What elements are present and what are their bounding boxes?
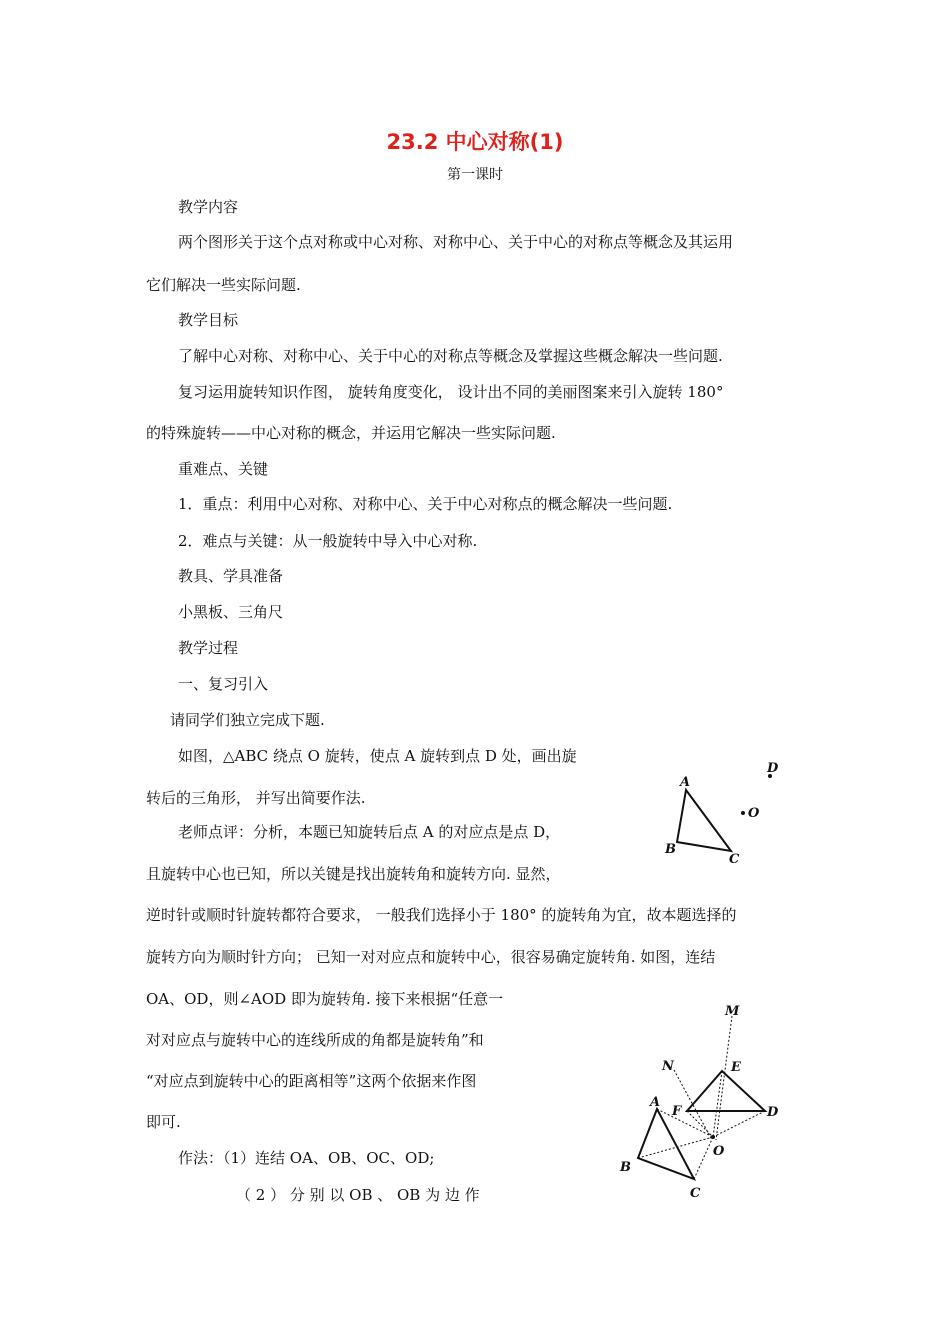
label-d: D: [767, 761, 779, 776]
paragraph-line: 小黑板、三角尺: [178, 603, 284, 621]
paragraph-line: 两个图形关于这个点对称或中心对称、对称中心、关于中心的对称点等概念及其运用: [178, 233, 734, 251]
page-subtitle: 第一课时: [447, 167, 503, 183]
paragraph-line: 旋转方向为顺时针方向； 已知一对对应点和旋转中心，很容易确定旋转角. 如图，连结: [146, 948, 716, 966]
label-c: C: [729, 852, 740, 867]
label-b: B: [665, 842, 676, 857]
paragraph-line: 逆时针或顺时针旋转都符合要求， 一般我们选择小于 180° 的旋转角为宜，故本题选择的: [146, 906, 737, 924]
label-c: C: [690, 1186, 701, 1201]
triangle-def: [687, 1071, 765, 1111]
paragraph-line: 老师点评：分析，本题已知旋转后点 A 的对应点是点 D，: [178, 823, 561, 841]
figure-rotation-construction: [610, 998, 790, 1203]
list-item: 2．难点与关键：从一般旋转中导入中心对称.: [178, 532, 478, 550]
label-o: O: [713, 1144, 725, 1159]
point-o: [741, 811, 745, 815]
paragraph-line: 且旋转中心也已知，所以关键是找出旋转角和旋转方向. 显然，: [146, 865, 561, 883]
paragraph-line: 即可.: [146, 1113, 181, 1131]
heading-content: 教学内容: [178, 198, 239, 216]
triangle-abc: [677, 790, 731, 851]
paragraph-line: 复习运用旋转知识作图， 旋转角度变化， 设计出不同的美丽图案来引入旋转 180°: [178, 383, 724, 401]
paragraph-line: 如图，△ABC 绕点 O 旋转，使点 A 旋转到点 D 处，画出旋: [178, 747, 577, 765]
label-a: A: [680, 775, 691, 790]
label-m: M: [725, 1004, 740, 1019]
paragraph-line: 请同学们独立完成下题.: [170, 711, 325, 729]
page-title: 23.2 中心对称(1): [386, 130, 564, 154]
segment-od: [713, 1111, 765, 1137]
figure-triangle-rotation: [655, 755, 795, 875]
list-item: 1．重点：利用中心对称、对称中心、关于中心对称点的概念解决一些问题.: [178, 495, 673, 513]
paragraph-line: 的特殊旋转——中心对称的概念，并运用它解决一些实际问题.: [146, 424, 556, 442]
label-a: A: [650, 1095, 661, 1110]
paragraph-line: （ 2 ） 分 别 以 OB 、 OB 为 边 作: [236, 1186, 480, 1204]
paragraph-line: 作法：（1）连结 OA、OB、OC、OD;: [178, 1149, 435, 1167]
point-o: [711, 1135, 715, 1139]
paragraph-line: 转后的三角形， 并写出简要作法.: [146, 789, 366, 807]
segment-ob: [638, 1137, 713, 1158]
label-f: F: [672, 1104, 682, 1119]
label-b: B: [620, 1160, 631, 1175]
heading-process: 教学过程: [178, 639, 239, 657]
label-d: D: [767, 1105, 779, 1120]
paragraph-line: OA、OD，则∠AOD 即为旋转角. 接下来根据“任意一: [146, 990, 504, 1008]
paragraph-line: 了解中心对称、对称中心、关于中心的对称点等概念及掌握这些概念解决一些问题.: [178, 347, 723, 365]
heading-goals: 教学目标: [178, 311, 239, 329]
paragraph-line: 对对应点与旋转中心的连线所成的角都是旋转角”和: [146, 1031, 484, 1049]
triangle-abc: [638, 1109, 694, 1179]
heading-key-points: 重难点、关键: [178, 460, 269, 478]
section-heading: 一、复习引入: [178, 675, 269, 693]
paragraph-line: “对应点到旋转中心的距离相等”这两个依据来作图: [146, 1072, 477, 1090]
segment-oc: [694, 1137, 713, 1179]
segment-of: [687, 1111, 713, 1137]
label-n: N: [662, 1059, 674, 1074]
paragraph-line: 它们解决一些实际问题.: [146, 276, 301, 294]
label-e: E: [731, 1060, 741, 1075]
label-o: O: [748, 806, 760, 821]
heading-materials: 教具、学具准备: [178, 567, 284, 585]
